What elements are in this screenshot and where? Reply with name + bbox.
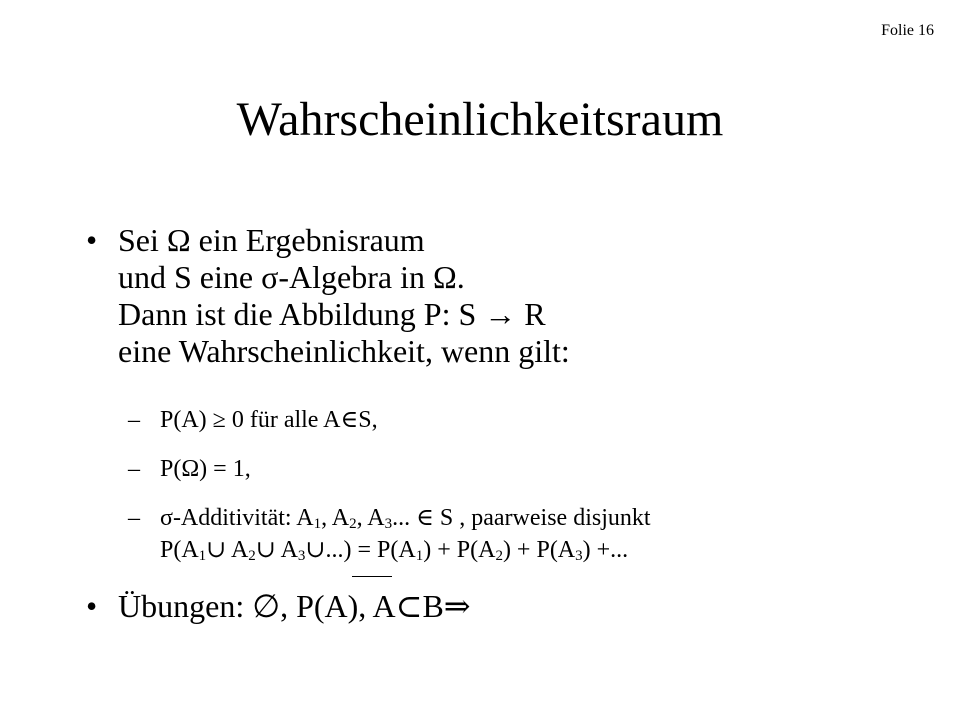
bullet-text bbox=[118, 222, 570, 370]
bullet-line: Übungen: ∅, P(A), A⊂B⇒ bbox=[118, 588, 471, 624]
slide-title: Wahrscheinlichkeitsraum bbox=[236, 93, 724, 146]
math-text: ∪ A bbox=[255, 537, 298, 563]
math-text: ) + P(A bbox=[502, 537, 576, 563]
bullet-icon: • bbox=[86, 222, 98, 258]
math-text: ∪...) = P(A bbox=[305, 537, 416, 563]
subscript: 3 bbox=[384, 516, 393, 532]
subscript: 1 bbox=[313, 516, 322, 532]
math-text: ) + P(A bbox=[423, 537, 496, 563]
additivity-line-2 bbox=[160, 536, 651, 564]
math-text: σ-Additivität: A bbox=[160, 505, 314, 531]
subscript: 3 bbox=[297, 548, 306, 564]
math-text: ) +... bbox=[582, 537, 629, 563]
subscript: 2 bbox=[495, 548, 503, 564]
math-text: P(A bbox=[160, 537, 199, 563]
bullet-icon: • bbox=[86, 588, 98, 624]
dash-icon: – bbox=[128, 407, 140, 433]
condition-text: P(Ω) = 1, bbox=[160, 456, 251, 482]
math-text: ... ∈ S , paarweise disjunkt bbox=[392, 505, 651, 531]
subscript: 2 bbox=[248, 548, 256, 564]
subscript: 1 bbox=[415, 548, 424, 564]
condition-text: P(A) ≥ 0 für alle A∈S, bbox=[160, 407, 378, 433]
bullet-line: eine Wahrscheinlichkeit, wenn gilt: bbox=[118, 333, 570, 369]
bullet-line: und S eine σ-Algebra in Ω. bbox=[118, 259, 465, 295]
dash-icon: – bbox=[128, 456, 140, 482]
bullet-line: Sei Ω ein Ergebnisraum bbox=[118, 222, 425, 258]
dash-icon: – bbox=[128, 505, 140, 531]
subscript: 2 bbox=[349, 516, 357, 532]
math-text: , A bbox=[321, 505, 350, 531]
math-text: ∪ A bbox=[206, 537, 249, 563]
subscript: 3 bbox=[575, 548, 583, 564]
subscript: 1 bbox=[198, 548, 207, 564]
math-text: , A bbox=[356, 505, 385, 531]
bullet-text bbox=[118, 588, 471, 625]
additivity-line-1 bbox=[160, 504, 651, 532]
condition-text bbox=[160, 504, 651, 564]
slide-number: Folie 16 bbox=[881, 22, 934, 39]
bullet-line: Dann ist die Abbildung P: S → R bbox=[118, 296, 546, 332]
union-overline-mark bbox=[352, 576, 392, 577]
